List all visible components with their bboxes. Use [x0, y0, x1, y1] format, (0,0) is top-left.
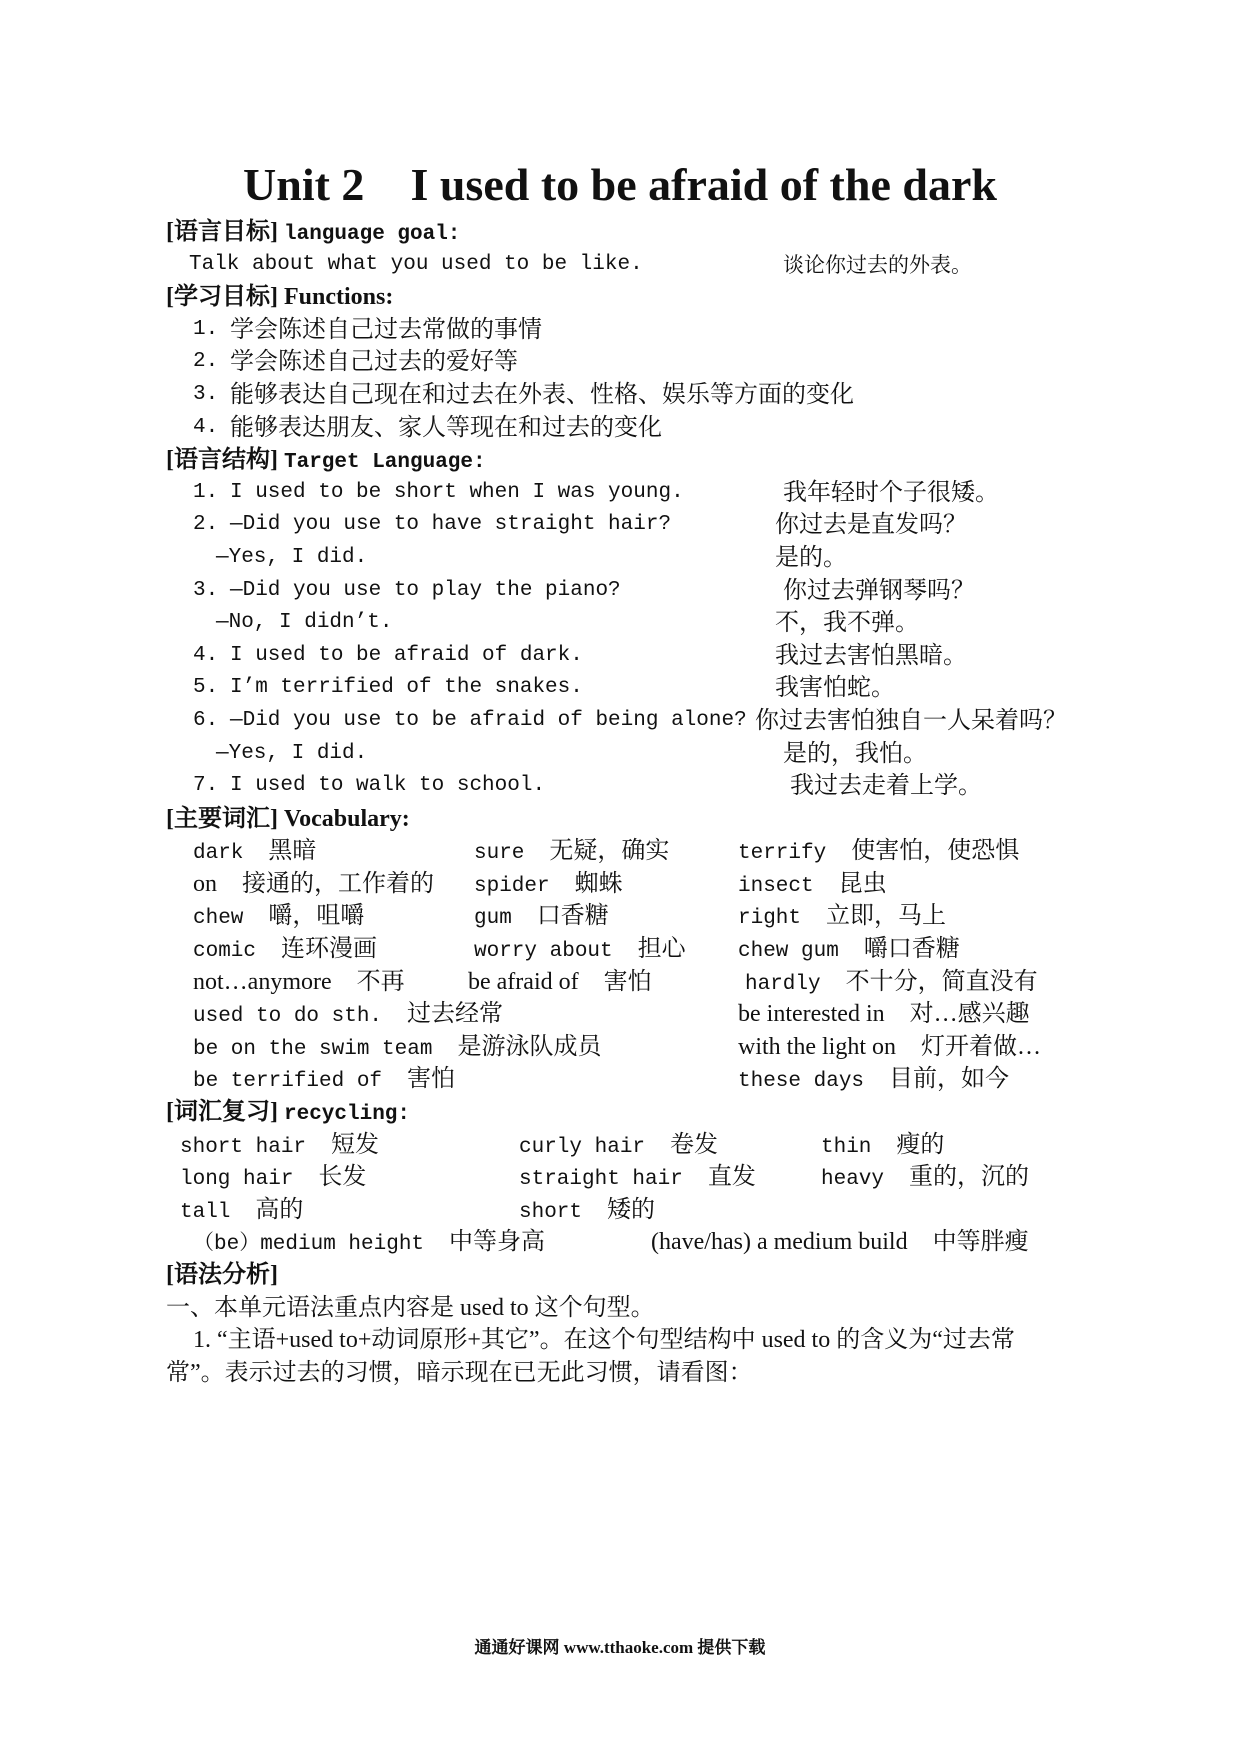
function-item	[0, 379, 1240, 412]
item-number: 1.	[193, 317, 219, 341]
vocabulary-row	[0, 1031, 1240, 1064]
recycling-meaning: 中等胖瘦	[932, 1229, 1029, 1256]
section-heading	[166, 803, 410, 836]
vocab-term: be interested in	[738, 1001, 885, 1028]
sentence-number: 6.	[193, 708, 219, 732]
section-heading	[166, 444, 486, 480]
sentence-zh: 我过去害怕黑暗。	[775, 642, 967, 669]
section-heading	[166, 1096, 410, 1132]
recycling-meaning: 重的，沉的	[909, 1164, 1030, 1191]
sentence-zh: 是的。	[775, 544, 847, 571]
item-text: 学会陈述自己过去常做的事情	[230, 316, 542, 343]
sentence-zh: 我害怕蛇。	[775, 675, 895, 702]
target-sentence	[0, 575, 1240, 608]
grammar-line	[0, 1292, 1240, 1325]
vocab-item	[738, 900, 946, 936]
vocab-item	[193, 835, 316, 871]
heading-zh: [语言目标]	[166, 219, 278, 245]
target-sentence	[0, 705, 1240, 738]
vocab-term: chew gum	[738, 940, 839, 964]
grammar-text: 1. “主语+used to+动词原形+其它”。在这个句型结构中 used to 的含义为“过去常	[193, 1327, 1015, 1354]
vocab-meaning: 立即，马上	[826, 903, 947, 930]
goal-text: Talk about what you used to be like.	[189, 252, 643, 276]
target-sentence	[0, 672, 1240, 705]
vocabulary-row	[0, 1063, 1240, 1096]
sentence-en: I’m terrified of the snakes.	[230, 676, 583, 700]
sentence-number: 2.	[193, 513, 219, 537]
item-number: 4.	[193, 415, 219, 439]
unit-label: Unit 2	[243, 159, 365, 210]
target-sentence-reply	[0, 607, 1240, 640]
vocab-meaning: 不再	[356, 968, 405, 995]
recycling-item	[180, 1161, 366, 1197]
sentence-en: —Did you use to play the piano?	[230, 578, 621, 602]
vocab-meaning: 不十分，简直没有	[845, 968, 1038, 995]
title-text: I used to be afraid of the dark	[410, 159, 997, 210]
sentence-zh: 是的，我怕。	[783, 740, 927, 767]
target-sentence	[0, 477, 1240, 510]
sentence-en: —Yes, I did.	[216, 545, 368, 569]
sentence-zh: 不，我不弹。	[775, 610, 919, 637]
item-text: 能够表达朋友、家人等现在和过去的变化	[230, 414, 662, 441]
vocab-item	[193, 933, 377, 969]
sentence-en: —Did you use to have straight hair?	[230, 513, 672, 537]
item-number: 3.	[193, 382, 219, 406]
recycling-term: short hair	[180, 1135, 307, 1159]
recycling-row	[0, 1161, 1240, 1194]
recycling-term: straight hair	[519, 1168, 683, 1192]
heading-en: recycling:	[283, 1103, 411, 1127]
language-goal-heading-line	[0, 216, 1240, 249]
sentence-number: 4.	[193, 643, 219, 667]
vocab-item	[193, 900, 364, 936]
recycling-item	[821, 1129, 944, 1165]
vocab-term: gum	[474, 907, 512, 931]
vocab-item	[474, 835, 669, 871]
vocab-meaning: 无疑，确实	[549, 838, 670, 865]
function-item	[0, 346, 1240, 379]
vocab-item	[738, 998, 1030, 1034]
vocab-meaning: 是游泳队成员	[457, 1033, 602, 1060]
page-title	[0, 158, 1240, 212]
vocab-term: chew	[193, 907, 244, 931]
target-sentence-reply	[0, 542, 1240, 575]
vocab-meaning: 嚼口香糖	[863, 936, 960, 963]
vocabulary-row	[0, 900, 1240, 933]
grammar-text: 常”。表示过去的习惯，暗示现在已无此习惯，请看图：	[166, 1359, 753, 1386]
vocab-meaning: 嚼，咀嚼	[268, 903, 365, 930]
recycling-term: short	[519, 1200, 583, 1224]
vocab-term: on	[193, 870, 217, 897]
vocab-term: these days	[738, 1070, 865, 1094]
heading-en: Target Language:	[283, 451, 486, 475]
vocab-item	[745, 966, 1038, 1002]
recycling-item	[180, 1129, 379, 1165]
vocab-item	[468, 966, 652, 1002]
vocabulary-row	[0, 998, 1240, 1031]
vocabulary-heading-line	[0, 803, 1240, 836]
sentence-zh: 我年轻时个子很矮。	[783, 479, 999, 506]
recycling-meaning: 中等身高	[449, 1229, 546, 1256]
grammar-text: 一、本单元语法重点内容是 used to 这个句型。	[166, 1294, 655, 1321]
heading-zh: [语言结构]	[166, 447, 278, 474]
grammar-heading-line	[0, 1259, 1240, 1292]
target-sentence-reply	[0, 738, 1240, 771]
heading-zh: [主要词汇]	[166, 805, 278, 832]
vocab-term: be terrified of	[193, 1070, 383, 1094]
recycling-item	[193, 1226, 545, 1262]
vocab-meaning: 连环漫画	[281, 936, 378, 963]
recycling-row	[0, 1129, 1240, 1162]
sentence-zh: 我过去走着上学。	[790, 773, 982, 800]
vocab-meaning: 口香糖	[536, 903, 609, 930]
sentence-number: 7.	[193, 774, 219, 798]
recycling-meaning: 矮的	[607, 1196, 656, 1223]
sentence-en: I used to be afraid of dark.	[230, 643, 583, 667]
sentence-en: —Yes, I did.	[216, 741, 368, 765]
vocab-term: with the light on	[738, 1033, 896, 1060]
vocab-meaning: 灯开着做…	[921, 1033, 1041, 1060]
recycling-term: curly hair	[519, 1135, 646, 1159]
recycling-item	[519, 1194, 655, 1230]
vocab-term: sure	[474, 842, 525, 866]
language-goal-line	[0, 249, 1240, 282]
recycling-item	[519, 1161, 756, 1197]
vocab-term: used to do sth.	[193, 1005, 383, 1029]
vocab-item	[193, 998, 503, 1034]
sentence-zh: 你过去是直发吗？	[775, 512, 967, 539]
target-sentence	[0, 770, 1240, 803]
sentence-en: I used to walk to school.	[230, 774, 546, 798]
vocab-item	[474, 900, 609, 936]
vocab-item	[738, 835, 1019, 871]
heading-en: Vocabulary:	[283, 805, 410, 832]
vocab-meaning: 昆虫	[838, 870, 887, 897]
recycling-meaning: 高的	[255, 1196, 304, 1223]
vocab-item	[193, 966, 405, 1002]
vocab-item	[738, 933, 960, 969]
vocabulary-row	[0, 966, 1240, 999]
vocab-term: hardly	[745, 972, 821, 996]
recycling-item	[651, 1226, 1029, 1262]
vocab-term: comic	[193, 940, 257, 964]
vocab-meaning: 害怕	[407, 1066, 456, 1093]
function-item	[0, 314, 1240, 347]
vocab-item	[193, 868, 434, 904]
recycling-term: thin	[821, 1135, 872, 1159]
function-item	[0, 412, 1240, 445]
goal-text-zh: 谈论你过去的外表。	[783, 252, 972, 277]
vocab-term: not…anymore	[193, 968, 332, 995]
vocab-item	[738, 1031, 1041, 1067]
heading-zh: [学习目标]	[166, 284, 278, 311]
recycling-term: （be）medium height	[193, 1233, 425, 1257]
vocabulary-row	[0, 835, 1240, 868]
vocab-term: worry about	[474, 940, 613, 964]
vocab-item	[193, 1063, 455, 1099]
grammar-line	[0, 1324, 1240, 1357]
recycling-item	[821, 1161, 1029, 1197]
recycling-term: heavy	[821, 1168, 885, 1192]
sentence-en: I used to be short when I was young.	[230, 480, 684, 504]
item-number: 2.	[193, 350, 219, 374]
target-language-heading-line	[0, 444, 1240, 477]
sentence-en: —Did you use to be afraid of being alone?	[230, 708, 747, 732]
item-text: 能够表达自己现在和过去在外表、性格、娱乐等方面的变化	[230, 381, 854, 408]
section-heading	[166, 281, 393, 314]
recycling-row	[0, 1194, 1240, 1227]
recycling-item	[519, 1129, 718, 1165]
sentence-zh: 你过去弹钢琴吗？	[783, 577, 975, 604]
recycling-row	[0, 1226, 1240, 1259]
recycling-term: long hair	[180, 1168, 294, 1192]
vocab-meaning: 接通的，工作着的	[242, 870, 434, 897]
section-heading	[166, 216, 460, 252]
recycling-meaning: 直发	[707, 1164, 756, 1191]
vocab-term: be afraid of	[468, 968, 579, 995]
target-sentence	[0, 509, 1240, 542]
page-footer: 通通好课网 www.tthaoke.com 提供下载	[474, 1638, 766, 1657]
vocabulary-row	[0, 868, 1240, 901]
sentence-zh: 你过去害怕独自一人呆着吗？	[755, 707, 1067, 734]
target-sentence	[0, 640, 1240, 673]
heading-en: language goal:	[283, 223, 461, 246]
recycling-heading-line	[0, 1096, 1240, 1129]
vocab-item	[738, 1063, 1009, 1099]
recycling-item	[180, 1194, 303, 1230]
sentence-number: 1.	[193, 480, 219, 504]
vocab-meaning: 黑暗	[268, 838, 317, 865]
heading-zh: [词汇复习]	[166, 1099, 278, 1126]
grammar-line	[0, 1357, 1240, 1390]
sentence-en: —No, I didn’t.	[216, 611, 393, 635]
vocab-meaning: 目前，如今	[889, 1066, 1010, 1093]
vocab-meaning: 担心	[637, 936, 686, 963]
vocab-meaning: 蜘蛛	[574, 870, 623, 897]
vocab-item	[474, 933, 686, 969]
vocab-term: insect	[738, 874, 814, 898]
vocab-term: dark	[193, 842, 244, 866]
vocab-item	[474, 868, 623, 904]
vocab-item	[193, 1031, 601, 1067]
vocab-term: spider	[474, 874, 550, 898]
heading-en: Functions:	[283, 284, 394, 311]
vocab-meaning: 对…感兴趣	[909, 1001, 1030, 1028]
recycling-meaning: 长发	[318, 1164, 367, 1191]
document-body	[0, 216, 1240, 1389]
vocab-term: be on the swim team	[193, 1037, 433, 1061]
vocab-meaning: 害怕	[603, 968, 652, 995]
recycling-meaning: 短发	[331, 1131, 380, 1158]
item-text: 学会陈述自己过去的爱好等	[230, 349, 518, 376]
vocabulary-row	[0, 933, 1240, 966]
section-heading: [语法分析]	[166, 1262, 278, 1288]
vocab-item	[738, 868, 887, 904]
sentence-number: 3.	[193, 578, 219, 602]
recycling-term: (have/has) a medium build	[651, 1229, 908, 1256]
vocab-meaning: 使害怕，使恐惧	[851, 838, 1020, 865]
vocab-term: right	[738, 907, 802, 931]
recycling-term: tall	[180, 1200, 231, 1224]
recycling-meaning: 瘦的	[896, 1131, 945, 1158]
vocab-meaning: 过去经常	[407, 1001, 504, 1028]
vocab-term: terrify	[738, 842, 827, 866]
sentence-number: 5.	[193, 676, 219, 700]
functions-heading-line	[0, 281, 1240, 314]
recycling-meaning: 卷发	[670, 1131, 719, 1158]
